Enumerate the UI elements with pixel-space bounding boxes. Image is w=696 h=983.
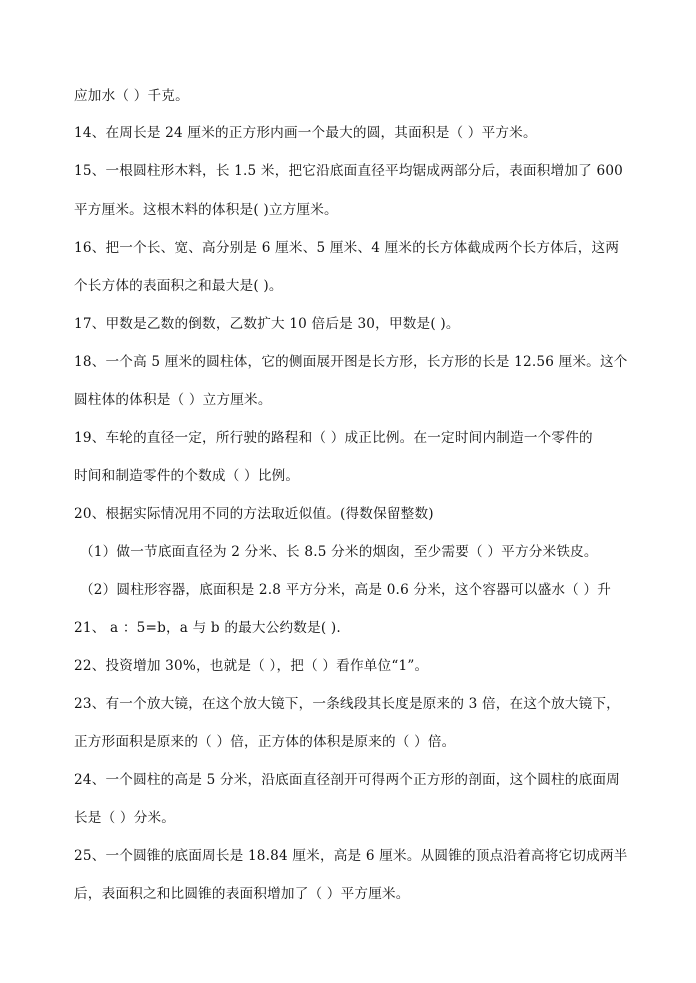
text-line: 个长方体的表面积之和最大是( )。 (74, 278, 283, 294)
question-25: 25、一个圆锥的底面周长是 18.84 厘米，高是 6 厘米。从圆锥的顶点沿着高将它切成两半 (74, 848, 628, 864)
question-20: 20、根据实际情况用不同的方法取近似值。(得数保留整数) (74, 506, 434, 522)
question-20-part-1: （1）做一节底面直径为 2 分米、长 8.5 分米的烟囱，至少需要（ ）平方分米铁皮。 (80, 544, 598, 560)
text-line: 平方厘米。这根木料的体积是( )立方厘米。 (74, 202, 338, 218)
text-line: 长是（ ）分米。 (74, 810, 176, 826)
question-16: 16、把一个长、宽、高分别是 6 厘米、5 厘米、4 厘米的长方体截成两个长方体后，这两 (74, 240, 620, 256)
text-line: 正方形面积是原来的（ ）倍，正方体的体积是原来的（ ）倍。 (74, 734, 456, 750)
question-17: 17、甲数是乙数的倒数，乙数扩大 10 倍后是 30，甲数是( )。 (74, 316, 460, 332)
question-19: 19、车轮的直径一定，所行驶的路程和（ ）成正比例。在一定时间内制造一个零件的 (74, 430, 593, 446)
question-15: 15、一根圆柱形木料，长 1.5 米，把它沿底面直径平均锯成两部分后，表面积增加了 600 (74, 163, 624, 179)
question-14: 14、在周长是 24 厘米的正方形内画一个最大的圆，其面积是（ ）平方米。 (74, 125, 537, 141)
question-24: 24、一个圆柱的高是 5 分米，沿底面直径剖开可得两个正方形的剖面，这个圆柱的底面周 (74, 772, 620, 788)
question-20-part-2: （2）圆柱形容器，底面积是 2.8 平方分米，高是 0.6 分米，这个容器可以盛水（ ）升 (80, 582, 612, 598)
question-23: 23、有一个放大镜，在这个放大镜下，一条线段其长度是原来的 3 倍，在这个放大镜下， (74, 696, 620, 712)
text-line: 应加水（ ）千克。 (74, 88, 189, 104)
question-18: 18、一个高 5 厘米的圆柱体，它的侧面展开图是长方形，长方形的长是 12.56 厘米。这个 (74, 354, 628, 370)
text-line: 圆柱体的体积是（ ）立方厘米。 (74, 392, 272, 408)
question-22: 22、投资增加 30%，也就是（ ），把（ ）看作单位“1”。 (74, 658, 429, 674)
question-21: 21、 a ：5=b，a 与 b 的最大公约数是( ). (74, 620, 341, 636)
text-line: 后，表面积之和比圆锥的表面积增加了（ ）平方厘米。 (74, 886, 410, 902)
text-line: 时间和制造零件的个数成（ ）比例。 (74, 468, 300, 484)
